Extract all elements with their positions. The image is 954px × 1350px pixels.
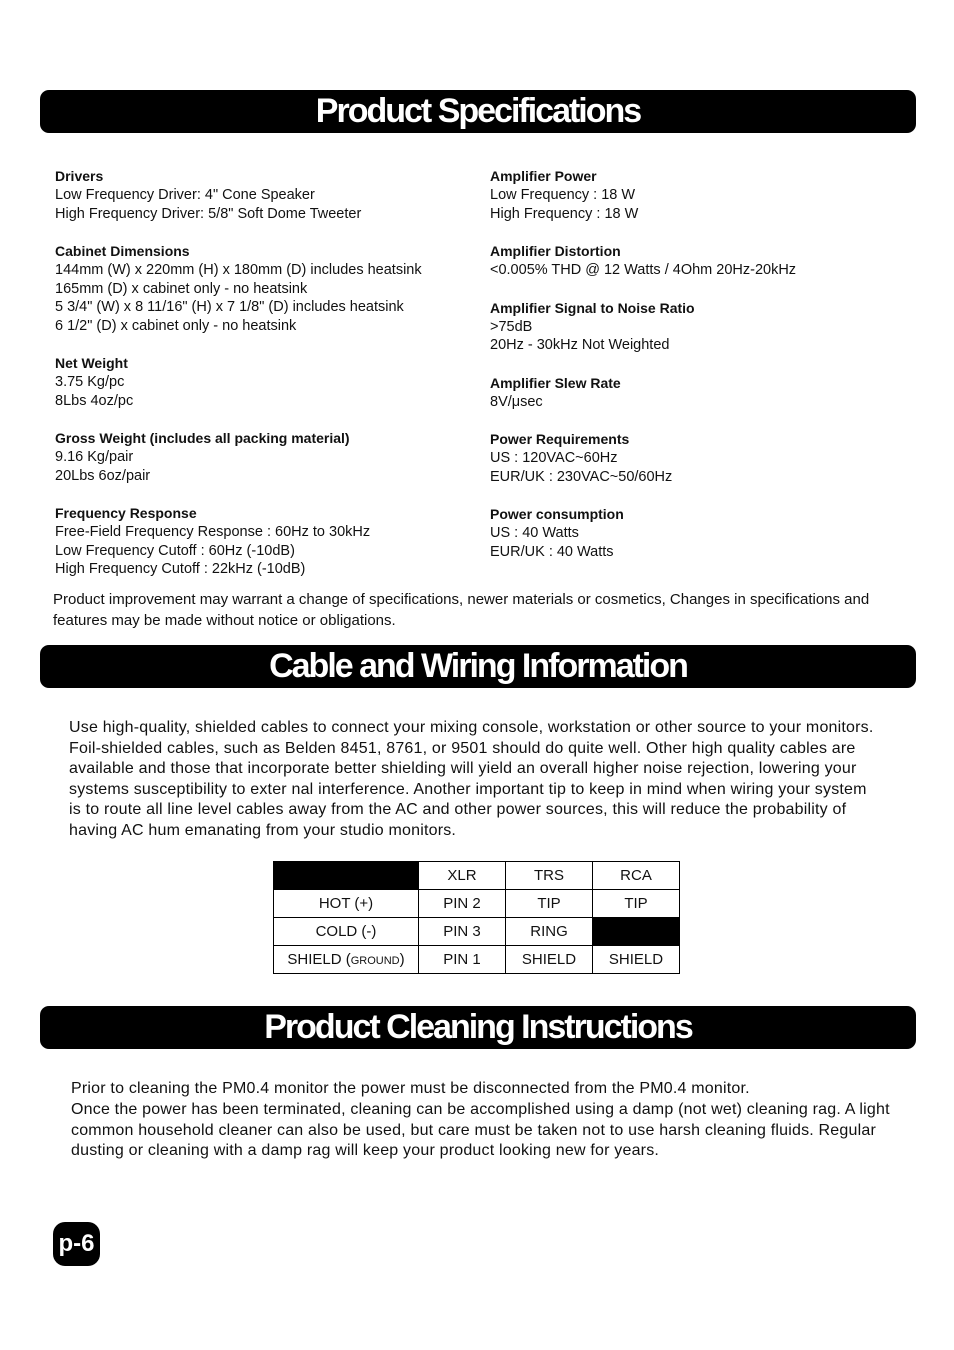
specs-left-column — [55, 167, 475, 598]
spec-line: US : 120VAC~60Hz — [490, 450, 618, 466]
spec-line: US : 40 Watts — [490, 525, 579, 541]
spec-heading: Amplifier Power — [490, 168, 597, 184]
spec-block — [490, 167, 910, 223]
cleaning-paragraph-2: Once the power has been terminated, cleaning can be accomplished using a damp (not wet) cleaning rag. A light common household cleaner can also be used, but care must be taken not to use harsh cleaning fluids. Regular dusting or cleaning with a damp rag will keep your product looking new for years. — [71, 1101, 890, 1159]
spec-heading: Gross Weight (includes all packing material) — [55, 430, 350, 446]
section-title-specifications: Product Specifications — [40, 90, 916, 133]
row-label-small: GROUND — [350, 955, 400, 967]
spec-block — [55, 354, 475, 410]
spec-block — [490, 299, 910, 355]
spec-line: 6 1/2" (D) x cabinet only - no heatsink — [55, 317, 297, 334]
spec-line: 144mm (W) x 220mm (H) x 180mm (D) includes heatsink — [55, 262, 422, 278]
spec-line: 20Lbs 6oz/pair — [55, 467, 151, 484]
cell-rca: SHIELD — [593, 946, 680, 974]
spec-line: High Frequency Driver: 5/8" Soft Dome Tweeter — [55, 205, 362, 222]
cell-rca-blank — [593, 918, 680, 946]
spec-line: 3.75 Kg/pc — [55, 374, 125, 390]
spec-line: EUR/UK : 40 Watts — [490, 543, 614, 560]
cell-xlr: PIN 1 — [419, 946, 506, 974]
spec-line: EUR/UK : 230VAC~50/60Hz — [490, 468, 673, 485]
specs-right-column — [490, 167, 910, 580]
spec-block — [55, 242, 475, 335]
row-label: HOT (+) — [274, 890, 419, 918]
spec-line: 8V/μsec — [490, 393, 543, 410]
spec-block — [490, 430, 910, 486]
spec-heading: Amplifier Signal to Noise Ratio — [490, 299, 695, 316]
cleaning-paragraph-1: Prior to cleaning the PM0.4 monitor the power must be disconnected from the PM0.4 monitor. — [71, 1080, 750, 1097]
section-title-cleaning: Product Cleaning Instructions — [40, 1006, 916, 1049]
spec-line: 9.16 Kg/pair — [55, 449, 134, 465]
spec-heading: Amplifier Distortion — [490, 243, 621, 259]
spec-line: <0.005% THD @ 12 Watts / 4Ohm 20Hz-20kHz — [490, 262, 797, 278]
spec-block — [55, 429, 475, 485]
section-title-cable-wiring: Cable and Wiring Information — [40, 645, 916, 688]
cell-rca: TIP — [593, 890, 680, 918]
spec-heading: Cabinet Dimensions — [55, 243, 190, 259]
header-xlr: XLR — [419, 862, 506, 890]
spec-line: 8Lbs 4oz/pc — [55, 392, 134, 409]
spec-heading: Frequency Response — [55, 505, 197, 521]
table-row — [274, 946, 680, 974]
spec-line: 20Hz - 30kHz Not Weighted — [490, 337, 670, 353]
cell-trs: TIP — [506, 890, 593, 918]
cell-xlr: PIN 3 — [419, 918, 506, 946]
cable-paragraph: Use high-quality, shielded cables to connect your mixing console, workstation or other source to your monitors. Foil-shielded cables, such as Belden 8451, 8761, or 9501 should do quite well. Other high quality cables are available and those that incorporate better shielding will yield an overall higher noise rejection, lowering your systems susceptibility to exter nal interference. Another important tip to keep in mind when wiring your system is to route all line level cables away from the AC and other power sources, this will reduce the probability of having AC hum emanating from your studio monitors. — [69, 719, 874, 839]
spec-heading: Drivers — [55, 168, 104, 184]
table-corner-cell — [274, 862, 419, 890]
spec-heading: Power consumption — [490, 506, 624, 522]
spec-line: High Frequency : 18 W — [490, 205, 639, 222]
spec-line: 5 3/4" (W) x 8 11/16" (H) x 7 1/8" (D) includes heatsink — [55, 299, 404, 315]
spec-line: >75dB — [490, 318, 533, 335]
spec-line: Free-Field Frequency Response : 60Hz to 30kHz — [55, 524, 371, 540]
spec-heading: Power Requirements — [490, 431, 630, 447]
table-row — [274, 918, 680, 946]
table-row — [274, 890, 680, 918]
spec-block — [490, 242, 910, 280]
spec-line: Low Frequency : 18 W — [490, 187, 636, 203]
spec-line: High Frequency Cutoff : 22kHz (-10dB) — [55, 561, 306, 577]
spec-heading: Net Weight — [55, 355, 128, 371]
header-trs: TRS — [506, 862, 593, 890]
row-label-end: ) — [399, 951, 405, 968]
spec-block — [55, 167, 475, 223]
spec-line: Low Frequency Driver: 4" Cone Speaker — [55, 187, 315, 203]
page-number-badge: p-6 — [53, 1222, 100, 1266]
spec-heading: Amplifier Slew Rate — [490, 374, 621, 391]
specs-disclaimer: Product improvement may warrant a change of specifications, newer materials or cosmetics, Changes in specifications and features may be made without notice or obligations. — [53, 591, 870, 629]
wiring-table — [273, 861, 680, 974]
cell-trs: RING — [506, 918, 593, 946]
row-label — [274, 946, 419, 974]
spec-block — [490, 505, 910, 561]
spec-block — [55, 504, 475, 579]
spec-block — [490, 374, 910, 412]
table-header-row — [274, 862, 680, 890]
spec-line: Low Frequency Cutoff : 60Hz (-10dB) — [55, 542, 295, 559]
header-rca: RCA — [593, 862, 680, 890]
spec-line: 165mm (D) x cabinet only - no heatsink — [55, 280, 308, 297]
cell-xlr: PIN 2 — [419, 890, 506, 918]
cell-trs: SHIELD — [506, 946, 593, 974]
row-label-main: SHIELD ( — [287, 951, 351, 968]
row-label: COLD (-) — [274, 918, 419, 946]
